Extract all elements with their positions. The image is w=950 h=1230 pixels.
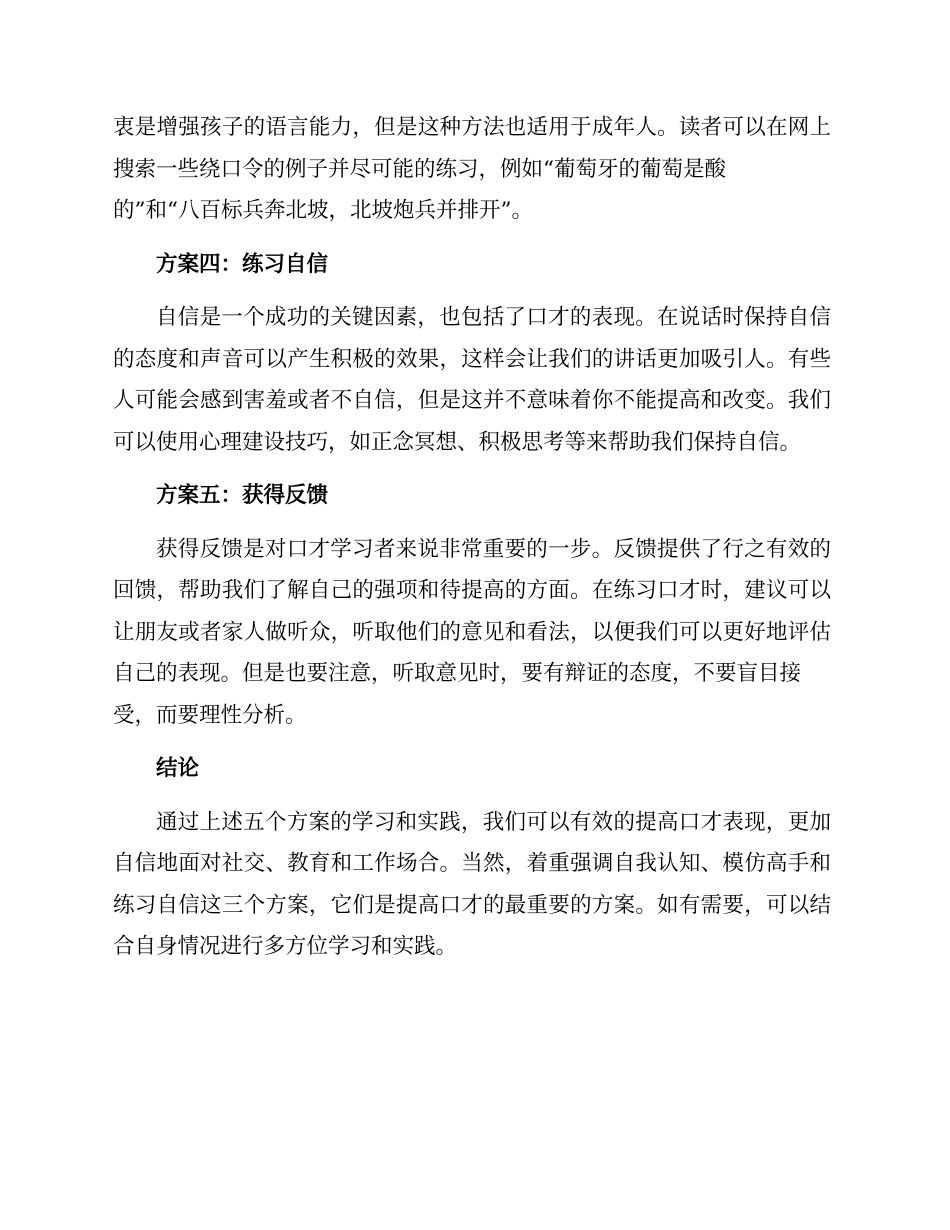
paragraph-line: 的”和“八百标兵奔北坡，北坡炮兵并排开”。 xyxy=(113,198,533,223)
conclusion-paragraph xyxy=(113,802,831,968)
document-page xyxy=(113,107,831,968)
section4-paragraph xyxy=(113,297,831,463)
intro-paragraph xyxy=(113,107,831,232)
section5-paragraph xyxy=(113,529,831,737)
paragraph-line: 练习自信这三个方案，它们是提高口才的最重要的方案。如有需要，可以结 xyxy=(113,892,831,918)
section-heading-5: 方案五：获得反馈 xyxy=(156,483,329,508)
paragraph-line: 自信是一个成功的关键因素，也包括了口才的表现。在说话时保持自信 xyxy=(156,305,831,330)
paragraph-line: 可以使用心理建设技巧，如正念冥想、积极思考等来帮助我们保持自信。 xyxy=(113,429,802,455)
paragraph-line: 受，而要理性分析。 xyxy=(113,702,307,728)
paragraph-line: 的态度和声音可以产生积极的效果，这样会让我们的讲话更加吸引人。有些 xyxy=(113,346,831,372)
paragraph-line: 合自身情况进行多方位学习和实践。 xyxy=(113,934,458,959)
paragraph-line: 获得反馈是对口才学习者来说非常重要的一步。反馈提供了行之有效的 xyxy=(156,536,831,562)
paragraph-line: 自己的表现。但是也要注意，听取意见时，要有辩证的态度，不要盲目接 xyxy=(113,661,802,686)
section-heading-4: 方案四：练习自信 xyxy=(156,251,329,277)
paragraph-line: 让朋友或者家人做听众，听取他们的意见和看法，以便我们可以更好地评估 xyxy=(113,619,831,645)
paragraph-line: 通过上述五个方案的学习和实践，我们可以有效的提高口才表现，更加 xyxy=(156,809,831,835)
paragraph-line: 回馈，帮助我们了解自己的强项和待提高的方面。在练习口才时，建议可以 xyxy=(113,578,831,603)
paragraph-line: 搜索一些绕口令的例子并尽可能的练习，例如“葡萄牙的葡萄是酸 xyxy=(113,156,726,182)
paragraph-line: 人可能会感到害羞或者不自信，但是这并不意味着你不能提高和改变。我们 xyxy=(113,388,831,413)
paragraph-line: 衷是增强孩子的语言能力，但是这种方法也适用于成年人。读者可以在网上 xyxy=(113,115,831,140)
paragraph-line: 自信地面对社交、教育和工作场合。当然，着重强调自我认知、模仿高手和 xyxy=(113,851,831,876)
conclusion-heading: 结论 xyxy=(156,756,200,781)
